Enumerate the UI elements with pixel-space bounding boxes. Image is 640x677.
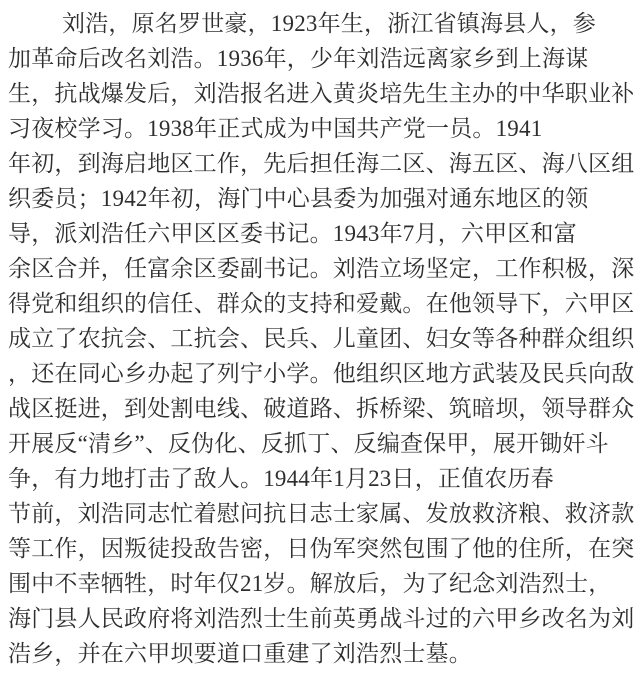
text-line: 刘浩，原名罗世豪，1923年生，浙江省镇海县人，参 (62, 11, 596, 36)
text-line: 浩乡，并在六甲坝要道口重建了刘浩烈士墓。 (8, 641, 472, 666)
text-line: 导，派刘浩任六甲区区委书记。1943年7月，六甲区和富 (8, 221, 577, 246)
text-line: 等工作，因叛徒投敌告密，日伪军突然包围了他的住所，在突 (8, 536, 635, 561)
text-line: 围中不幸牺牲，时年仅21岁。解放后，为了纪念刘浩烈士， (8, 571, 612, 596)
text-line: 生，抗战爆发后，刘浩报名进入黄炎培先生主办的中华职业补 (8, 81, 635, 106)
text-line: 加革命后改名刘浩。1936年，少年刘浩远离家乡到上海谋 (8, 46, 589, 71)
text-line: 节前，刘浩同志忙着慰问抗日志士家属、发放救济粮、救济款 (8, 501, 635, 526)
text-line: 年初，到海启地区工作，先后担任海二区、海五区、海八区组 (8, 151, 635, 176)
text-line: 习夜校学习。1938年正式成为中国共产党一员。1941 (8, 116, 543, 141)
text-line: 成立了农抗会、工抗会、民兵、儿童团、妇女等各种群众组织 (8, 326, 635, 351)
text-line: ，还在同心乡办起了列宁小学。他组织区地方武装及民兵向敌 (8, 361, 635, 386)
text-line: 海门县人民政府将刘浩烈士生前英勇战斗过的六甲乡改名为刘 (8, 606, 635, 631)
text-line: 战区挺进，到处割电线、破道路、拆桥梁、筑暗坝，领导群众 (8, 396, 635, 421)
text-line: 织委员；1942年初，海门中心县委为加强对通东地区的领 (8, 186, 589, 211)
biography-text-block (8, 6, 640, 671)
text-line: 争，有力地打击了敌人。1944年1月23日，正值农历春 (8, 466, 554, 491)
text-line: 开展反“清乡”、反伪化、反抓丁、反编查保甲，展开锄奸斗 (8, 431, 609, 456)
text-line: 得党和组织的信任、群众的支持和爱戴。在他领导下，六甲区 (8, 291, 635, 316)
text-line: 余区合并，任富余区委副书记。刘浩立场坚定，工作积极，深 (8, 256, 635, 281)
